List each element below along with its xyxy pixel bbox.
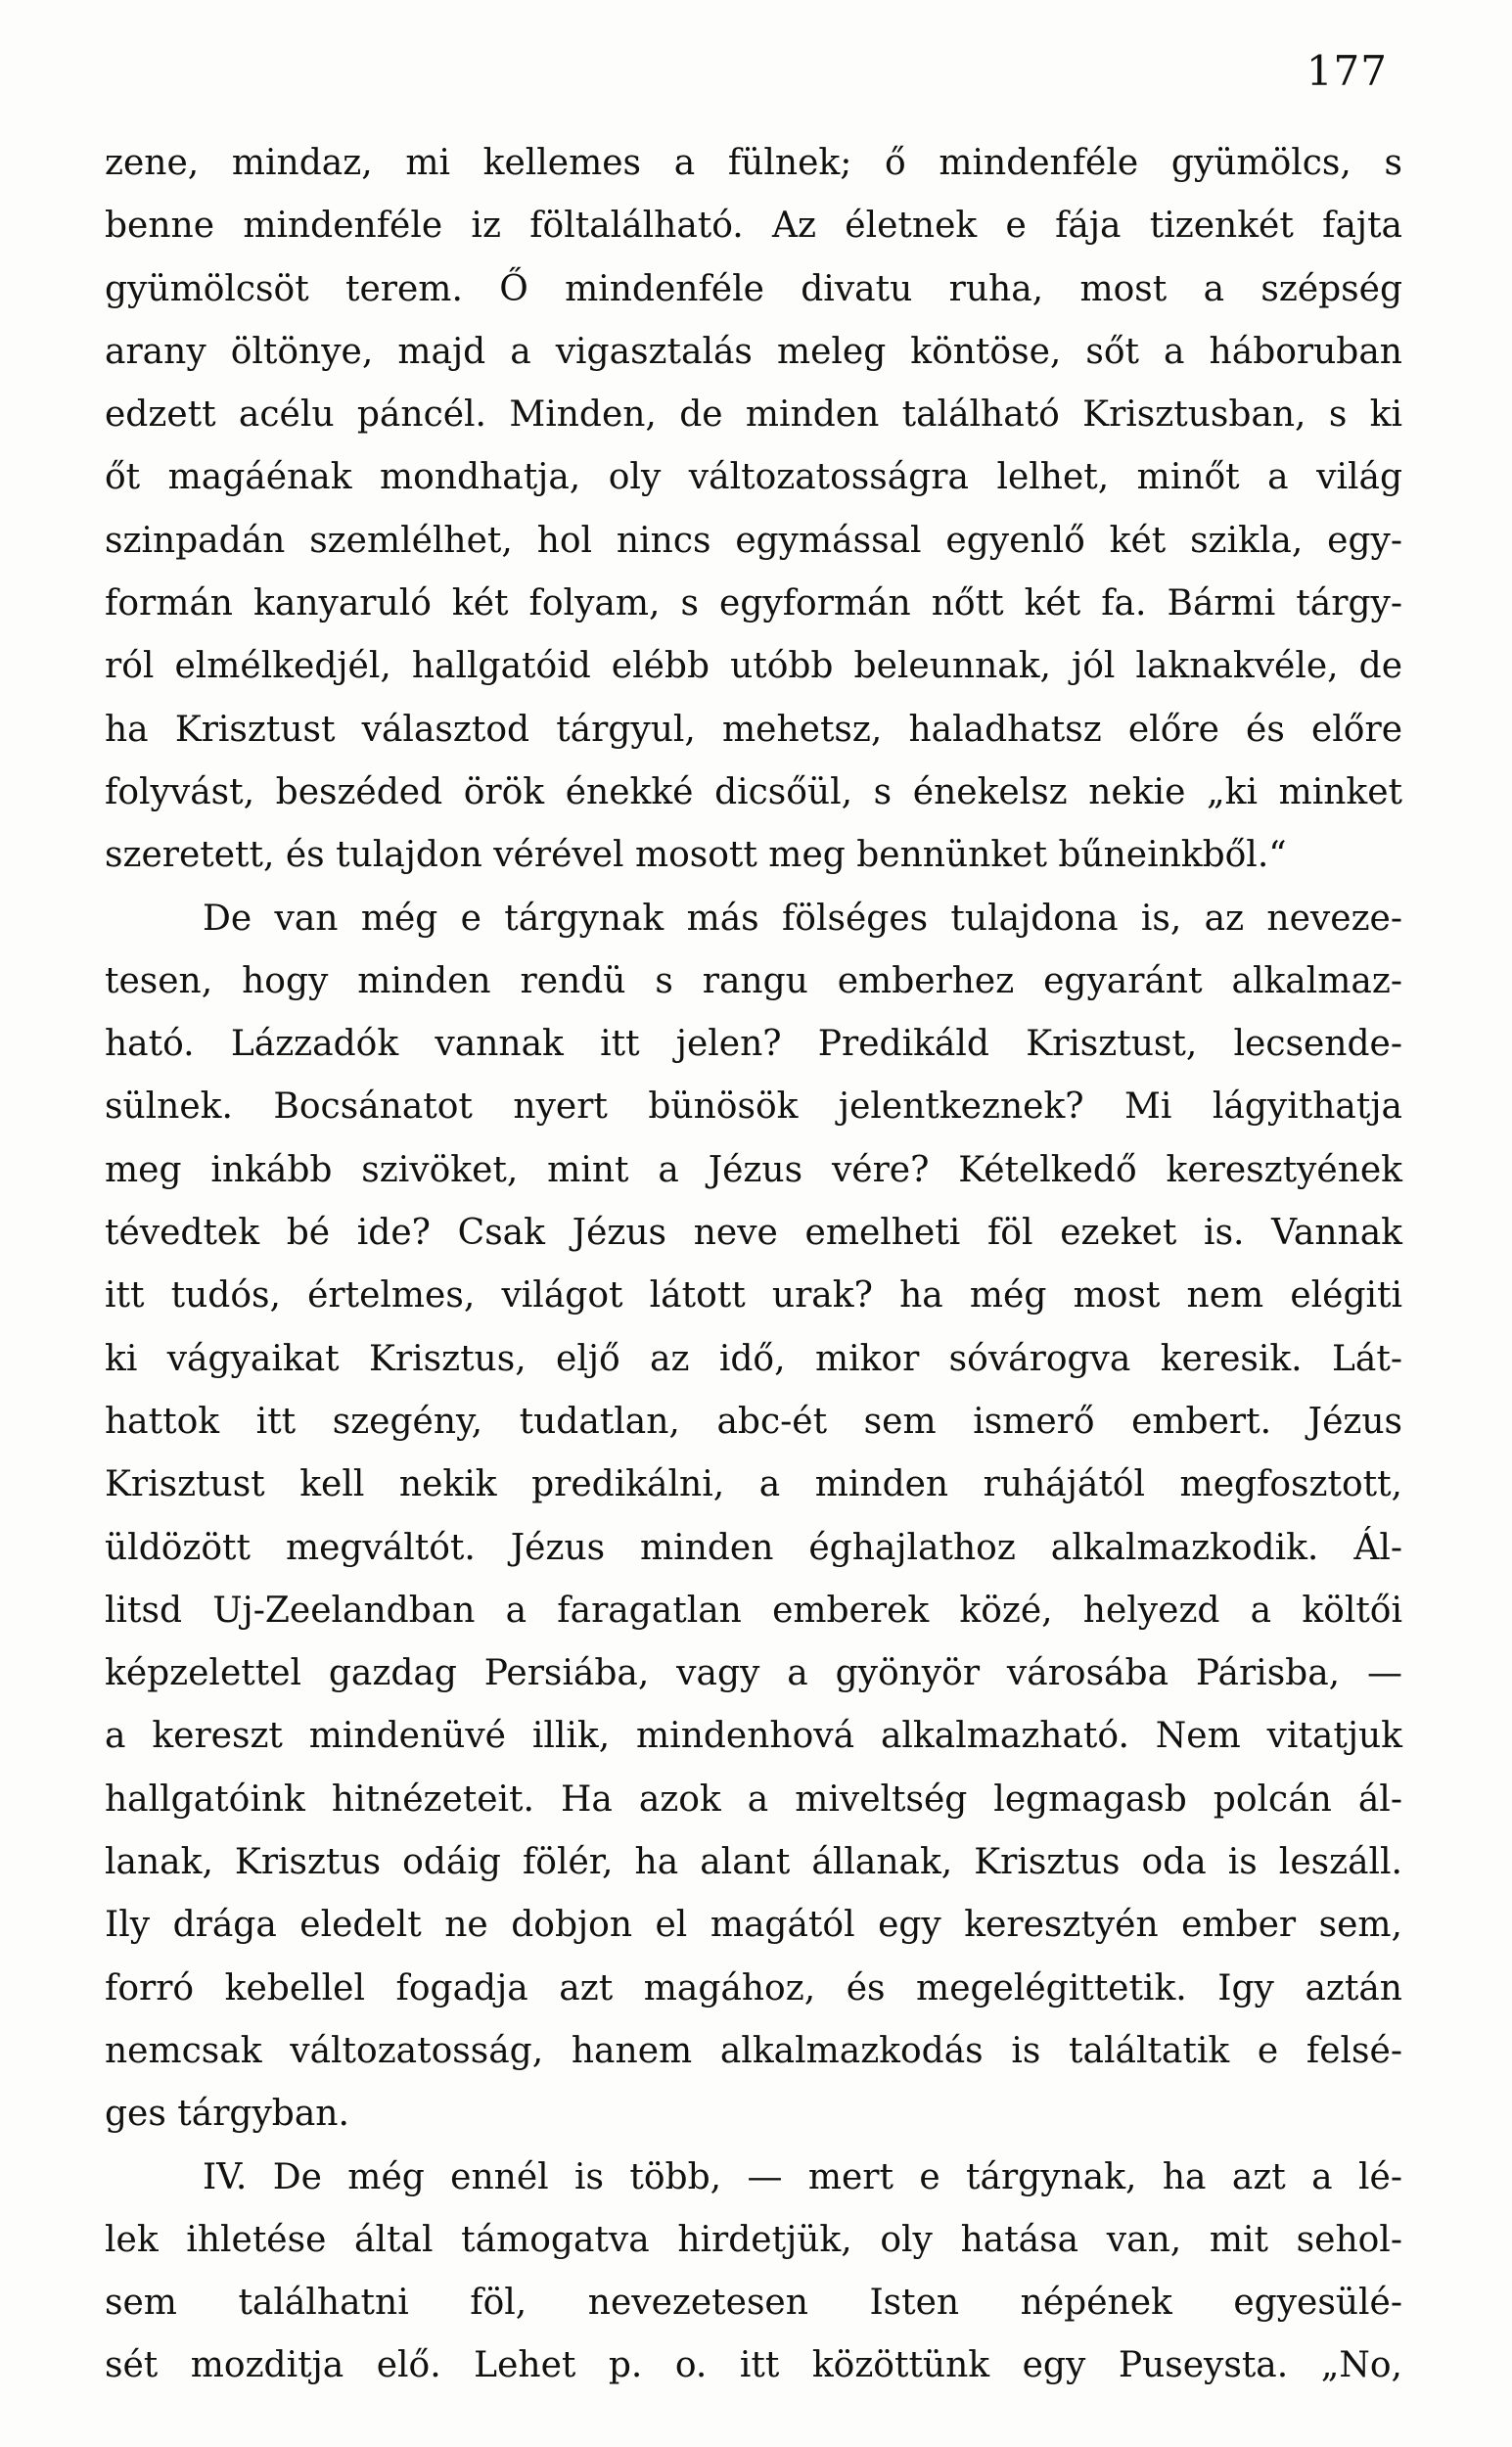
text-line: Ily drága eledelt ne dobjon el magától egy keresztyén ember sem,	[105, 1905, 1402, 1946]
text-line: ges tárgyban.	[105, 2094, 349, 2135]
text-line: itt tudós, értelmes, világot látott urak? ha még most nem elégiti	[105, 1275, 1402, 1316]
text-line: őt magáénak mondhatja, oly változatosságra lelhet, minőt a világ	[105, 457, 1402, 498]
text-line: képzelettel gazdag Persiába, vagy a gyönyör városába Párisba, —	[105, 1653, 1402, 1694]
body-text	[105, 132, 1402, 2398]
text-line: ható. Lázzadók vannak itt jelen? Predikáld Krisztust, lecsende-	[105, 1024, 1402, 1065]
text-line: a kereszt mindenüvé illik, mindenhová alkalmazható. Nem vitatjuk	[105, 1716, 1402, 1757]
text-line: Krisztust kell nekik predikálni, a minden ruhájától megfosztott,	[105, 1464, 1402, 1505]
text-line: lanak, Krisztus odáig fölér, ha alant állanak, Krisztus oda is leszáll.	[105, 1842, 1402, 1883]
text-line: lek ihletése által támogatva hirdetjük, oly hatása van, mit sehol-	[105, 2219, 1402, 2260]
text-line: tévedtek bé ide? Csak Jézus neve emelheti föl ezeket is. Vannak	[105, 1213, 1402, 1254]
text-line: forró kebellel fogadja azt magához, és megelégittetik. Igy aztán	[105, 1967, 1402, 2008]
text-line: benne mindenféle iz föltalálható. Az életnek e fája tizenkét fajta	[105, 206, 1402, 247]
text-line: litsd Uj-Zeelandban a faragatlan emberek közé, helyezd a költői	[105, 1590, 1402, 1631]
text-line: hallgatóink hitnézeteit. Ha azok a miveltség legmagasb polcán ál-	[105, 1778, 1402, 1820]
text-line: szinpadán szemlélhet, hol nincs egymással egyenlő két szikla, egy-	[105, 520, 1402, 561]
paragraph-start-line: De van még e tárgynak más fölséges tulajdona is, az neveze-	[203, 898, 1402, 939]
text-line: meg inkább szivöket, mint a Jézus vére? Kételkedő keresztyének	[105, 1149, 1402, 1190]
text-line: sét mozditja elő. Lehet p. o. itt közöttünk egy Puseysta. „No,	[105, 2345, 1402, 2386]
text-line: sem találhatni föl, nevezetesen Isten népének egyesülé-	[105, 2283, 1402, 2324]
text-line: arany öltönye, majd a vigasztalás meleg köntöse, sőt a háboruban	[105, 331, 1402, 372]
page-number: 177	[1306, 47, 1388, 95]
text-line: sülnek. Bocsánatot nyert bünösök jelentkeznek? Mi lágyithatja	[105, 1086, 1402, 1128]
text-line: tesen, hogy minden rendü s rangu emberhez egyaránt alkalmaz-	[105, 960, 1402, 1001]
text-line: nemcsak változatosság, hanem alkalmazkodás is találtatik e felsé-	[105, 2030, 1402, 2071]
text-line: ha Krisztust választod tárgyul, mehetsz, haladhatsz előre és előre	[105, 709, 1402, 750]
text-line: ról elmélkedjél, hallgatóid elébb utóbb beleunnak, jól laknakvéle, de	[105, 646, 1402, 687]
text-line: hattok itt szegény, tudatlan, abc-ét sem ismerő embert. Jézus	[105, 1401, 1402, 1442]
text-line: zene, mindaz, mi kellemes a fülnek; ő mindenféle gyümölcs, s	[105, 143, 1402, 183]
text-line: ki vágyaikat Krisztus, eljő az idő, mikor sóvárogva keresik. Lát-	[105, 1338, 1402, 1379]
text-line: edzett acélu páncél. Minden, de minden található Krisztusban, s ki	[105, 394, 1402, 436]
text-line: szeretett, és tulajdon vérével mosott meg bennünket bűneinkből.“	[105, 835, 1287, 876]
text-line: formán kanyaruló két folyam, s egyformán nőtt két fa. Bármi tárgy-	[105, 583, 1402, 624]
text-line: folyvást, beszéded örök énekké dicsőül, s énekelsz nekie „ki minket	[105, 771, 1402, 812]
paragraph-start-line: IV. De még ennél is több, — mert e tárgynak, ha azt a lé-	[203, 2156, 1402, 2197]
text-line: gyümölcsöt terem. Ő mindenféle divatu ruha, most a szépség	[105, 268, 1402, 309]
text-line: üldözött megváltót. Jézus minden éghajlathoz alkalmazkodik. Ál-	[105, 1527, 1402, 1568]
